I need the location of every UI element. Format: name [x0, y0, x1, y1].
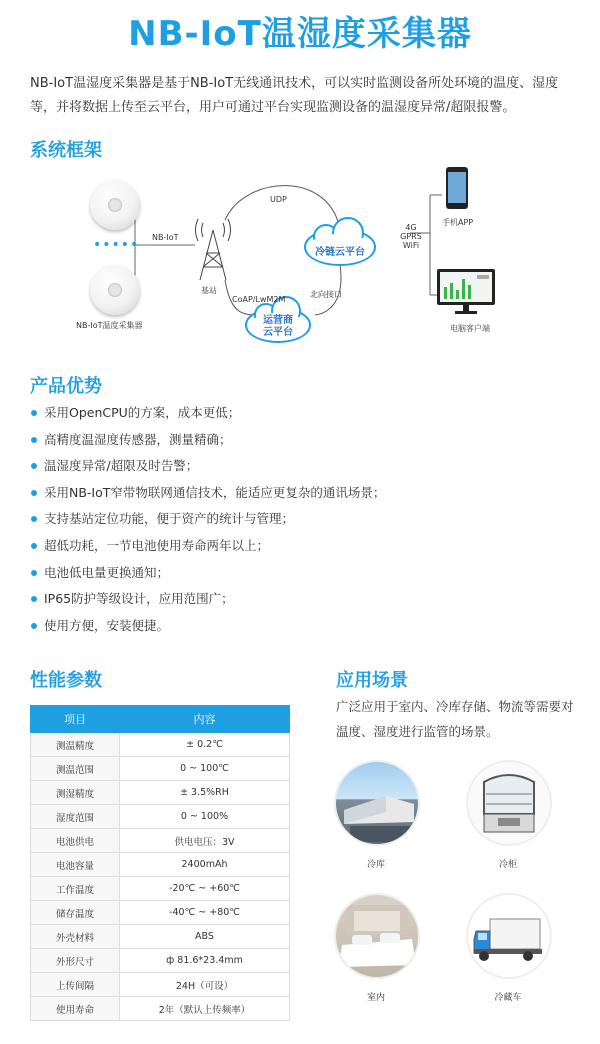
list-item: 温湿度异常/超限及时告警； — [30, 453, 570, 480]
sensor-device-bottom — [90, 265, 140, 315]
table-row — [31, 925, 290, 949]
sensor-label: NB-IoT温度采集器 — [76, 321, 143, 330]
applications-description: 广泛应用于室内、冷库存储、物流等需要对温度、湿度进行监管的场景。 — [336, 699, 574, 739]
spec-value: 0 ~ 100% — [120, 805, 290, 829]
table-row — [31, 949, 290, 973]
advantages-list — [30, 400, 570, 639]
section-framework: 系统框架 — [30, 140, 102, 161]
list-item: 电池低电量更换通知； — [30, 560, 570, 587]
truck-icon — [468, 895, 550, 977]
spec-key: 上传间隔 — [31, 973, 120, 997]
spec-key: 储存温度 — [31, 901, 120, 925]
table-row — [31, 877, 290, 901]
section-applications: 应用场景 — [336, 670, 408, 691]
udp-label: UDP — [270, 195, 287, 204]
spec-key: 测湿精度 — [31, 781, 120, 805]
app-caption-cold-storage: 冷库 — [366, 860, 385, 870]
table-row — [31, 901, 290, 925]
list-item: IP65防护等级设计，应用范围广； — [30, 586, 570, 613]
northbound-label: 北向接口 — [310, 290, 342, 299]
table-row — [31, 805, 290, 829]
pc-client-label: 电脑客户端 — [450, 324, 490, 333]
spec-key: 外壳材料 — [31, 925, 120, 949]
app-caption-cold-cabinet: 冷柜 — [498, 860, 517, 870]
spec-value: 2400mAh — [120, 853, 290, 877]
net-gprs-label: GPRS — [400, 232, 422, 241]
spec-key: 湿度范围 — [31, 805, 120, 829]
list-item: 采用OpenCPU的方案，成本更低； — [30, 400, 570, 427]
section-advantages: 产品优势 — [30, 376, 102, 397]
cold-storage-icon — [336, 762, 418, 844]
list-item: 超低功耗，一节电池使用寿命两年以上； — [30, 533, 570, 560]
phone-icon — [446, 167, 468, 209]
intro-text: NB-IoT温湿度采集器是基于NB-IoT无线通讯技术，可以实时监测设备所处环境的温度、湿度等，并将数据上传至云平台，用户可通过平台实现监测设备的温湿度异常/超限报警。 — [30, 76, 559, 115]
coap-label: CoAP/LwM2M — [232, 295, 286, 304]
spec-key: 工作温度 — [31, 877, 120, 901]
base-station-label: 基站 — [201, 286, 217, 295]
spec-value: 2年（默认上传频率） — [120, 997, 290, 1021]
spec-table — [30, 705, 290, 1021]
sensor-device-top — [90, 180, 140, 230]
spec-key: 使用寿命 — [31, 997, 120, 1021]
tower-icon — [196, 219, 231, 280]
spec-key: 测温精度 — [31, 733, 120, 757]
app-caption-refrigerated-truck: 冷藏车 — [494, 993, 522, 1003]
spec-value: ABS — [120, 925, 290, 949]
spec-key: 外形尺寸 — [31, 949, 120, 973]
spec-value: ± 3.5%RH — [120, 781, 290, 805]
indoor-icon — [336, 895, 418, 977]
network-labels — [396, 223, 426, 250]
indoor-photo — [334, 893, 420, 979]
page-title: NB-IoT温湿度采集器 — [128, 14, 472, 54]
app-caption-indoor: 室内 — [366, 993, 385, 1003]
section-specs: 性能参数 — [30, 670, 102, 691]
table-row — [31, 757, 290, 781]
spec-key: 测温范围 — [31, 757, 120, 781]
table-row — [31, 733, 290, 757]
spec-value: 供电电压：3V — [120, 829, 290, 853]
refrigerated-truck-photo — [466, 893, 552, 979]
link-nbiot-label: NB-IoT — [152, 233, 179, 242]
spec-value: 0 ~ 100℃ — [120, 757, 290, 781]
net-wifi-label: WiFi — [402, 241, 420, 250]
operator-cloud-label — [256, 315, 300, 339]
system-diagram — [30, 165, 570, 355]
table-row — [31, 853, 290, 877]
table-row — [31, 829, 290, 853]
table-header-row — [31, 706, 290, 733]
spec-value: 24H（可设） — [120, 973, 290, 997]
spec-value: ± 0.2℃ — [120, 733, 290, 757]
spec-value: -40℃ ~ +80℃ — [120, 901, 290, 925]
column-header-item: 项目 — [31, 706, 120, 733]
list-item: 高精度温湿度传感器，测量精确； — [30, 427, 570, 454]
table-row — [31, 781, 290, 805]
table-row — [31, 973, 290, 997]
spec-key: 电池容量 — [31, 853, 120, 877]
monitor-icon — [437, 269, 495, 314]
spec-value: ф 81.6*23.4mm — [120, 949, 290, 973]
table-row — [31, 997, 290, 1021]
operator-cloud-label-line1: 运营商 — [263, 315, 293, 326]
cold-cabinet-icon — [468, 762, 550, 844]
cold-chain-cloud-label: 冷链云平台 — [315, 247, 365, 258]
list-item: 支持基站定位功能，便于资产的统计与管理； — [30, 506, 570, 533]
net-4g-label: 4G — [405, 223, 417, 232]
cold-cabinet-photo — [466, 760, 552, 846]
column-header-content: 内容 — [120, 706, 290, 733]
mobile-app-label: 手机APP — [442, 218, 474, 227]
spec-key: 电池供电 — [31, 829, 120, 853]
sensor-dots: ••••• — [93, 237, 140, 253]
cold-storage-photo — [334, 760, 420, 846]
spec-value: -20℃ ~ +60℃ — [120, 877, 290, 901]
list-item: 采用NB-IoT窄带物联网通信技术，能适应更复杂的通讯场景； — [30, 480, 570, 507]
operator-cloud-label-line2: 云平台 — [263, 327, 293, 338]
list-item: 使用方便，安装便捷。 — [30, 613, 570, 640]
